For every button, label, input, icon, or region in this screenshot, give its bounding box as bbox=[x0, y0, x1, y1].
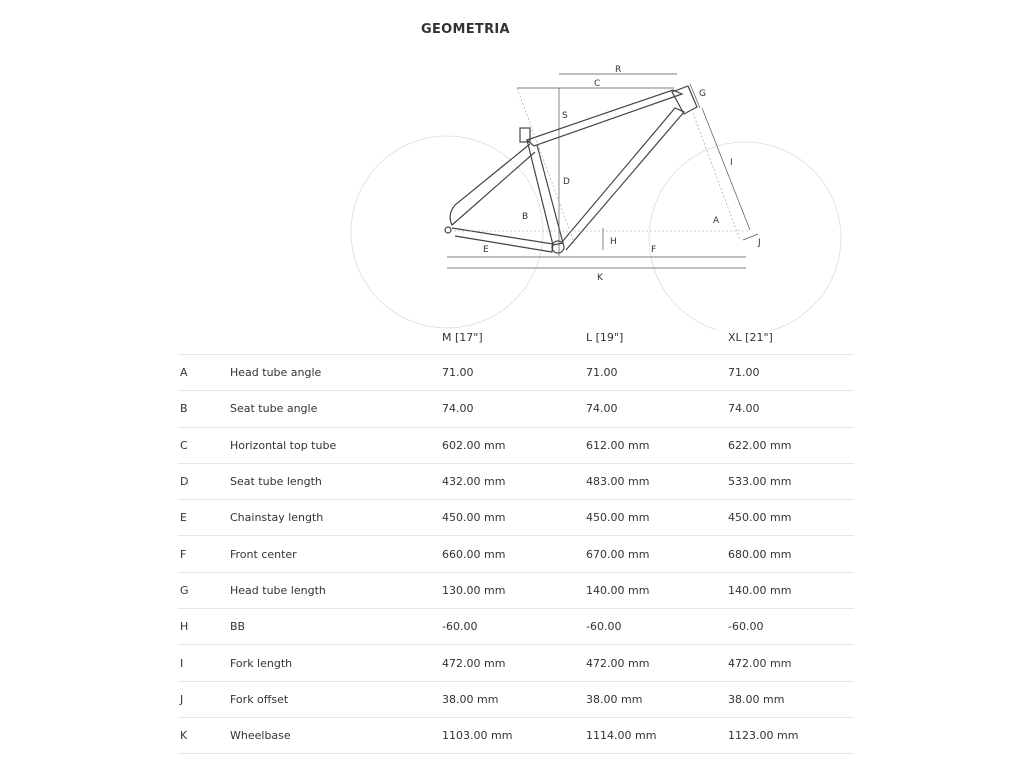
geometry-table bbox=[178, 320, 854, 754]
label-S: S bbox=[562, 111, 568, 121]
value-l: 483.00 mm bbox=[586, 463, 728, 499]
value-xl: 450.00 mm bbox=[728, 500, 854, 536]
row-letter: H bbox=[178, 609, 230, 645]
row-measure: BB bbox=[230, 609, 442, 645]
table-row bbox=[178, 717, 854, 753]
row-measure: Head tube angle bbox=[230, 355, 442, 391]
page-title: GEOMETRIA bbox=[421, 22, 510, 37]
row-measure: Head tube length bbox=[230, 572, 442, 608]
value-m: 450.00 mm bbox=[442, 500, 586, 536]
header-measure bbox=[230, 320, 442, 355]
value-xl: 1123.00 mm bbox=[728, 717, 854, 753]
value-xl: 533.00 mm bbox=[728, 463, 854, 499]
value-m: -60.00 bbox=[442, 609, 586, 645]
bike-geometry-diagram bbox=[0, 0, 1024, 330]
value-l: 670.00 mm bbox=[586, 536, 728, 572]
row-letter: C bbox=[178, 427, 230, 463]
row-measure: Wheelbase bbox=[230, 717, 442, 753]
table-row bbox=[178, 391, 854, 427]
row-letter: F bbox=[178, 536, 230, 572]
label-I: I bbox=[730, 158, 733, 168]
label-J: J bbox=[758, 238, 761, 248]
row-letter: E bbox=[178, 500, 230, 536]
rear-wheel bbox=[351, 136, 543, 328]
value-xl: 74.00 bbox=[728, 391, 854, 427]
value-m: 130.00 mm bbox=[442, 572, 586, 608]
front-wheel bbox=[649, 142, 841, 330]
row-letter: B bbox=[178, 391, 230, 427]
value-xl: 38.00 mm bbox=[728, 681, 854, 717]
label-K: K bbox=[597, 273, 603, 283]
value-xl: 71.00 bbox=[728, 355, 854, 391]
table-row bbox=[178, 609, 854, 645]
value-xl: 140.00 mm bbox=[728, 572, 854, 608]
row-letter: A bbox=[178, 355, 230, 391]
value-m: 38.00 mm bbox=[442, 681, 586, 717]
table-row bbox=[178, 536, 854, 572]
value-l: 74.00 bbox=[586, 391, 728, 427]
row-letter: G bbox=[178, 572, 230, 608]
row-measure: Front center bbox=[230, 536, 442, 572]
table-row bbox=[178, 572, 854, 608]
header-size-xl: XL [21"] bbox=[728, 320, 854, 355]
row-letter: K bbox=[178, 717, 230, 753]
label-G: G bbox=[699, 89, 706, 99]
header-size-l: L [19"] bbox=[586, 320, 728, 355]
value-l: 1114.00 mm bbox=[586, 717, 728, 753]
table-row bbox=[178, 355, 854, 391]
frame bbox=[445, 86, 697, 253]
value-m: 660.00 mm bbox=[442, 536, 586, 572]
row-measure: Horizontal top tube bbox=[230, 427, 442, 463]
value-m: 74.00 bbox=[442, 391, 586, 427]
row-letter: I bbox=[178, 645, 230, 681]
label-E: E bbox=[483, 245, 489, 255]
label-D: D bbox=[563, 177, 570, 187]
value-l: 140.00 mm bbox=[586, 572, 728, 608]
value-xl: 622.00 mm bbox=[728, 427, 854, 463]
row-measure: Fork length bbox=[230, 645, 442, 681]
label-C: C bbox=[594, 79, 601, 89]
label-A: A bbox=[713, 216, 720, 226]
value-m: 602.00 mm bbox=[442, 427, 586, 463]
row-measure: Fork offset bbox=[230, 681, 442, 717]
label-F: F bbox=[651, 245, 657, 255]
table-row bbox=[178, 427, 854, 463]
value-m: 71.00 bbox=[442, 355, 586, 391]
value-l: 38.00 mm bbox=[586, 681, 728, 717]
table-row bbox=[178, 463, 854, 499]
value-l: 472.00 mm bbox=[586, 645, 728, 681]
value-m: 1103.00 mm bbox=[442, 717, 586, 753]
row-measure: Seat tube length bbox=[230, 463, 442, 499]
header-letter bbox=[178, 320, 230, 355]
value-xl: 680.00 mm bbox=[728, 536, 854, 572]
value-l: -60.00 bbox=[586, 609, 728, 645]
table-row bbox=[178, 681, 854, 717]
value-xl: 472.00 mm bbox=[728, 645, 854, 681]
row-letter: D bbox=[178, 463, 230, 499]
value-xl: -60.00 bbox=[728, 609, 854, 645]
value-m: 432.00 mm bbox=[442, 463, 586, 499]
row-measure: Chainstay length bbox=[230, 500, 442, 536]
table-header-row bbox=[178, 320, 854, 355]
label-H: H bbox=[610, 237, 617, 247]
label-R: R bbox=[615, 65, 622, 75]
value-m: 472.00 mm bbox=[442, 645, 586, 681]
header-size-m: M [17"] bbox=[442, 320, 586, 355]
table-row bbox=[178, 500, 854, 536]
value-l: 71.00 bbox=[586, 355, 728, 391]
label-B: B bbox=[522, 212, 529, 222]
table-row bbox=[178, 645, 854, 681]
row-measure: Seat tube angle bbox=[230, 391, 442, 427]
value-l: 612.00 mm bbox=[586, 427, 728, 463]
value-l: 450.00 mm bbox=[586, 500, 728, 536]
row-letter: J bbox=[178, 681, 230, 717]
